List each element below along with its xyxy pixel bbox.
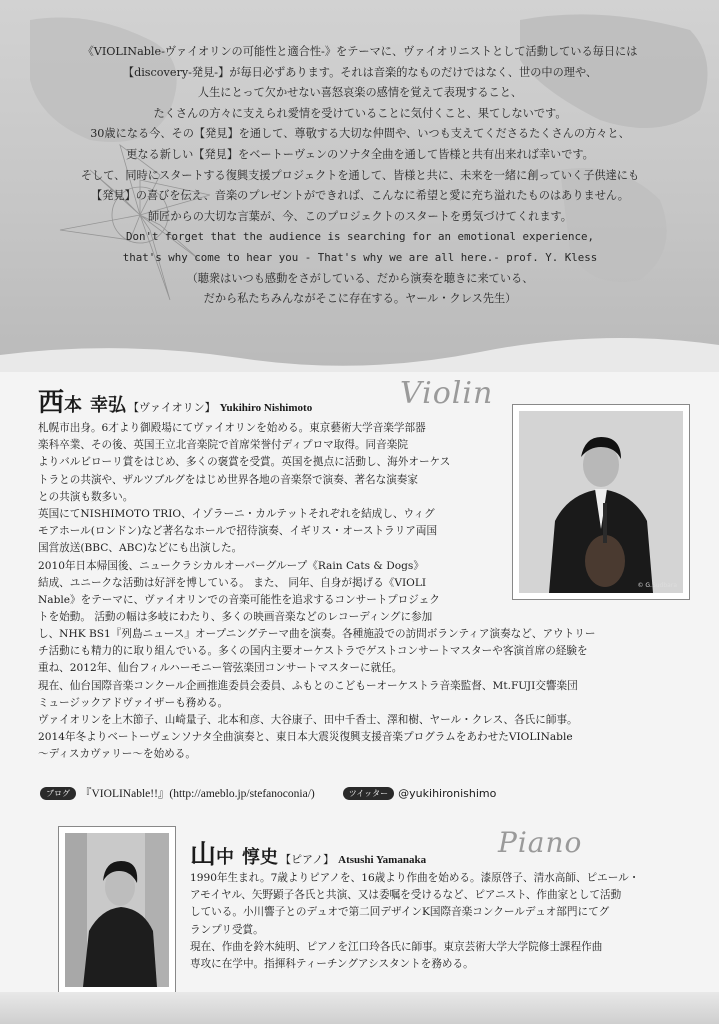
bio-line: 2014年冬よりベートーヴェンソナタ全曲演奏と、東日本大震災復興支援音楽プログラムをあわせたVIOLINable bbox=[38, 731, 573, 744]
bio-line: トラとの共演や、ザルツブルグをはじめ世界各地の音楽祭で演奏、著名な演奏家 bbox=[38, 473, 418, 486]
violinist-given-name: 幸弘 bbox=[90, 395, 127, 416]
pianist-roman-name: Atsushi Yamanaka bbox=[338, 854, 427, 866]
quote-translation-line: （聴衆はいつも感動をさがしている、だから演奏を聴きに来ている、 bbox=[186, 271, 534, 285]
bio-line: 現在、仙台国際音楽コンクール企画推進委員会委員、ふもとのこどもーオーケストラ音楽監督、Mt.FUJI交響楽団 bbox=[38, 679, 578, 692]
intro-statement bbox=[20, 42, 700, 310]
piano-script-title: Piano bbox=[498, 826, 583, 859]
intro-line: 師匠からの大切な言葉が、今、このプロジェクトのスタートを勇気づけてくれます。 bbox=[147, 209, 572, 223]
violinist-bio-lower bbox=[38, 626, 698, 764]
intro-line: 30歳になる今、その【発見】を通して、尊敬する大切な仲間や、いつも支えてくださるたくさんの方々と、 bbox=[90, 127, 630, 141]
bio-line: 専攻に在学中。指揮科ティーチングアシスタントを務める。 bbox=[190, 958, 474, 971]
intro-line: 人生にとって欠かせない喜怒哀楽の感情を覚えて表現すること、 bbox=[197, 86, 523, 100]
bio-line: 札幌市出身。6才より御殿場にてヴァイオリンを始める。東京藝術大学音楽学部器 bbox=[38, 422, 426, 434]
pianist-photo bbox=[58, 826, 176, 994]
violinist-roman-name: Yukihiro Nishimoto bbox=[219, 402, 313, 414]
bio-line: している。小川響子とのデュオで第二回デザインK国際音楽コンクールデュオ部門にてグ bbox=[190, 906, 610, 919]
photo-credit: © G.Sudbara bbox=[637, 582, 677, 589]
bio-line: 楽科卒業、その後、英国王立北音楽院で首席栄誉付ディプロマ取得。同音楽院 bbox=[38, 439, 408, 452]
blog-link[interactable]: 『VIOLINable!!』(http://ameblo.jp/stefanoconia/) bbox=[80, 788, 315, 800]
blog-tag: ブログ bbox=[40, 787, 76, 800]
intro-line: 更なる新しい【発見】をベートーヴェンのソナタ全曲を通して皆様と共有出来れば幸いです。 bbox=[126, 147, 594, 161]
quote-english-line: that's why come to hear you - That's why we are all here.- prof. Y. Kless bbox=[122, 250, 598, 264]
pianist-given-name: 惇史 bbox=[242, 847, 279, 868]
intro-line: 【発見】の喜びを伝え、音楽のプレゼントができれば、こんなに希望と愛に充ち溢れたものはありません。 bbox=[91, 189, 629, 203]
bio-line: チ活動にも精力的に取り組んでいる。多くの国内主要オーケストラでゲストコンサートマスターや客演首席の経験を bbox=[38, 645, 588, 658]
pianist-role: 【ピアノ】 bbox=[280, 853, 335, 866]
bio-line: 1990年生まれ。7歳よりピアノを、16歳より作曲を始める。漆原啓子、清水高師、ピエール・ bbox=[190, 872, 640, 884]
violinist-photo bbox=[512, 404, 690, 600]
violinist-name-heading bbox=[38, 382, 312, 419]
intro-line: そして、同時にスタートする復興支援プロジェクトを通して、皆様と共に、未来を一緒に創っていく子供達にも bbox=[80, 168, 640, 182]
intro-line: たくさんの方々に支えられ愛情を受けていることに気付くこと、果てしないです。 bbox=[153, 106, 567, 120]
violinist-surname-first: 西 bbox=[38, 388, 65, 418]
quote-english-line: Don't forget that the audience is searching for an emotional experience, bbox=[125, 230, 595, 244]
bio-line: アモイヤル、矢野顕子各氏と共演、又は委嘱を受けるなど、ピアニスト、作曲家として活動 bbox=[190, 889, 622, 902]
bio-line: ～ディスカヴァリー～を始める。 bbox=[38, 748, 196, 761]
pianist-surname-first: 山 bbox=[190, 840, 217, 870]
violin-script-title: Violin bbox=[400, 376, 494, 411]
violinist-role: 【ヴァイオリン】 bbox=[128, 401, 216, 414]
bio-line: Nable》をテーマに、ヴァイオリンでの音楽可能性を追求するコンサートプロジェク bbox=[38, 594, 440, 607]
bio-line: 2010年日本帰国後、ニュークラシカルオーバーグループ《Rain Cats & Dogs》 bbox=[38, 559, 424, 572]
twitter-tag: ツイッター bbox=[343, 787, 394, 800]
intro-line: 【discovery-発見-】が毎日必ずあります。それは音楽的なものだけではなく、世の中の理や、 bbox=[122, 65, 598, 79]
bio-line: 重ね、2012年、仙台フィルハーモニー管弦楽団コンサートマスターに就任。 bbox=[38, 662, 403, 675]
bio-line: モアホール(ロンドン)など著名なホールで招待演奏、イギリス・オーストラリア両国 bbox=[38, 525, 438, 538]
violinist-links bbox=[40, 785, 496, 801]
pianist-surname-second: 中 bbox=[216, 847, 235, 868]
bio-line: 英国にてNISHIMOTO TRIO、イゾラーニ・カルテットそれぞれを結成し、ウィグ bbox=[38, 508, 435, 521]
bio-line: し、NHK BS1『列島ニュース』オープニングテーマ曲を演奏。各種施設での訪問ボランティア演奏など、アウトリー bbox=[38, 628, 596, 640]
pianist-name-heading bbox=[190, 834, 426, 871]
violinist-bio-upper bbox=[38, 420, 508, 626]
bio-line: との共演も数多い。 bbox=[38, 490, 134, 503]
intro-line: 《VIOLINable-ヴァイオリンの可能性と適合性-》をテーマに、ヴァイオリニストとして活動している毎日には bbox=[82, 45, 638, 58]
violinist-surname-second: 本 bbox=[64, 395, 83, 416]
bio-line: よりバルビローリ賞をはじめ、多くの褒賞を受賞。英国を拠点に活動し、海外オーケス bbox=[38, 456, 451, 469]
bio-line: ランプリ受賞。 bbox=[190, 923, 264, 936]
pianist-bio bbox=[190, 870, 700, 973]
bio-line: ヴァイオリンを上木節子、山崎量子、北本和彦、大谷康子、田中千香士、澤和樹、ヤール・クレス、各氏に師事。 bbox=[38, 714, 578, 727]
bottom-band bbox=[0, 992, 719, 1024]
bio-line: ミュージックアドヴァイザーも務める。 bbox=[38, 696, 229, 709]
bio-line: 結成、ユニークな活動は好評を博している。 また、 同年、自身が掲げる《VIOLI bbox=[38, 576, 427, 589]
quote-translation-line: だから私たちみんながそこに存在する。ヤール・クレス先生） bbox=[203, 292, 517, 306]
bio-line: トを始動。 活動の幅は多岐にわたり、多くの映画音楽などのレコーディングに参加 bbox=[38, 611, 433, 624]
bio-line: 国営放送(BBC、ABC)などにも出演した。 bbox=[38, 542, 243, 555]
twitter-handle-link[interactable]: @yukihironishimo bbox=[398, 786, 497, 800]
bio-line: 現在、作曲を鈴木純明、ピアノを江口玲各氏に師事。東京芸術大学大学院修士課程作曲 bbox=[190, 940, 603, 953]
